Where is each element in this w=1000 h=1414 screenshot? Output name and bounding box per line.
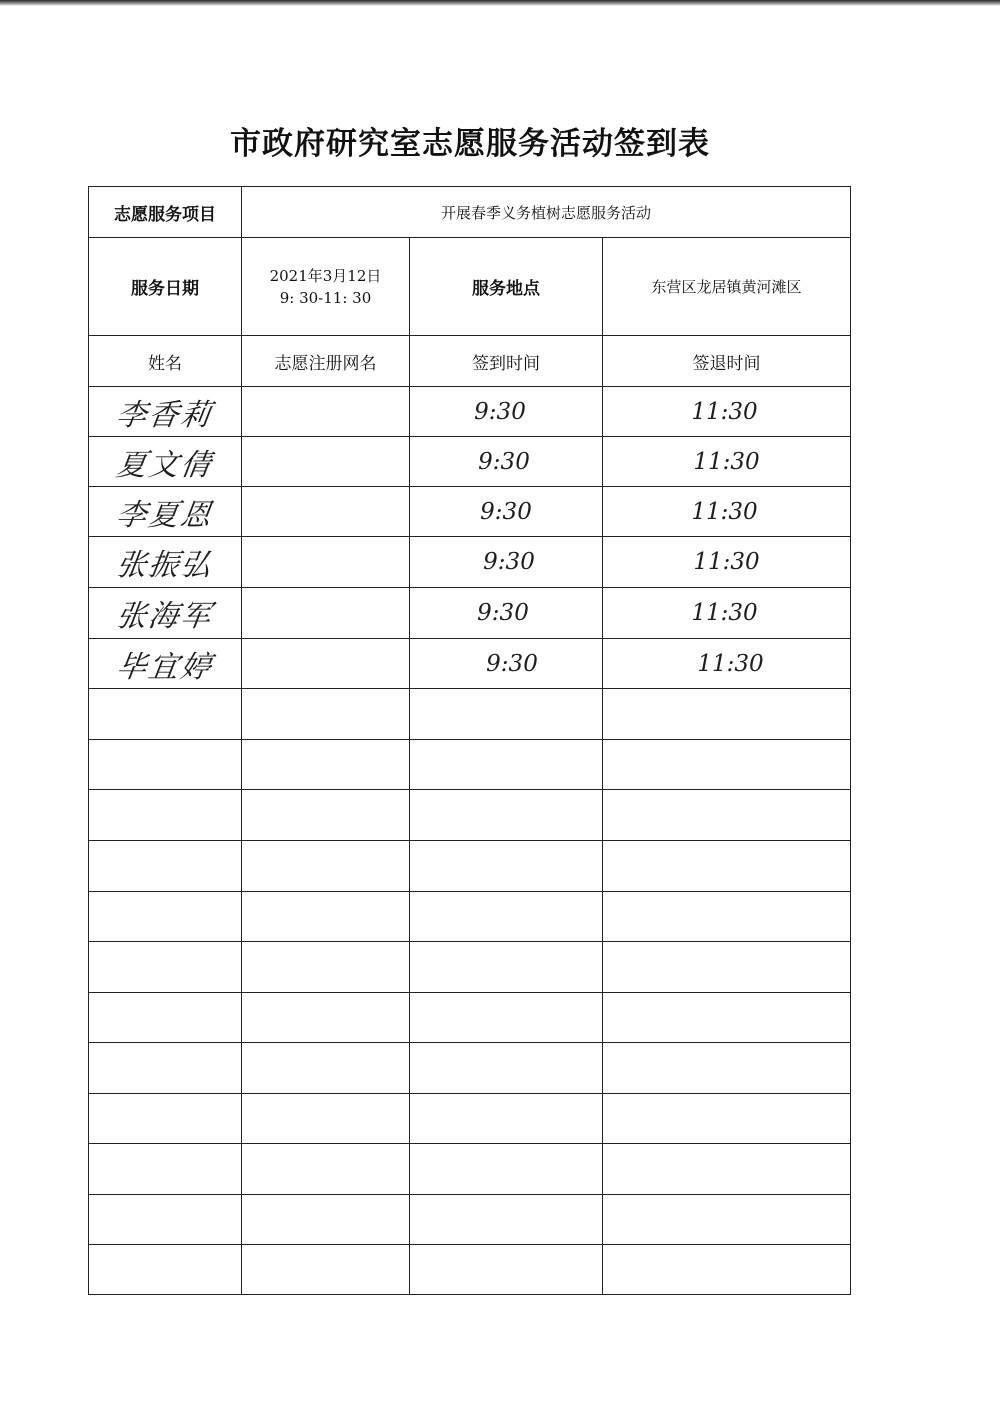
net-name-cell-cell	[242, 1245, 410, 1295]
table-row	[89, 942, 851, 993]
project-row	[89, 187, 851, 238]
date-label: 服务日期	[89, 238, 242, 336]
table-row	[89, 387, 851, 437]
sign-in-time-cell	[410, 790, 603, 841]
col-header-name: 姓名	[89, 336, 242, 387]
sign-in-time-cell	[410, 1195, 603, 1245]
sign-out-time-cell	[603, 1195, 851, 1245]
table-row	[89, 841, 851, 892]
service-row	[89, 238, 851, 336]
table-row	[89, 487, 851, 537]
sign-out-time-cell	[603, 740, 851, 790]
signature-name-cell	[89, 487, 242, 537]
project-label: 志愿服务项目	[89, 187, 242, 238]
signature-name-cell	[89, 588, 242, 639]
date-line-1: 2021年3月12日	[269, 266, 382, 285]
signature-name-cell	[89, 1043, 242, 1094]
sign-out-time: 11:30	[697, 650, 764, 677]
table-row	[89, 790, 851, 841]
table-row	[89, 1245, 851, 1295]
net-name-cell-cell	[242, 1195, 410, 1245]
sign-out-time-cell	[603, 639, 851, 689]
table-row	[89, 1043, 851, 1094]
signature-name: 李夏恩	[114, 497, 215, 533]
sign-in-time-cell	[410, 892, 603, 942]
sign-in-time-cell	[410, 740, 603, 790]
signature-name: 李香莉	[114, 397, 215, 433]
sign-out-time-cell	[603, 487, 851, 537]
sign-in-time-cell	[410, 1043, 603, 1094]
signature-name-cell	[89, 1195, 242, 1245]
net-name-cell-cell	[242, 588, 410, 639]
signature-name-cell	[89, 892, 242, 942]
signature-name: 毕宜婷	[114, 649, 215, 685]
table-row	[89, 740, 851, 790]
sign-in-time: 9:30	[483, 549, 535, 575]
sign-out-time-cell	[603, 588, 851, 639]
sign-out-time-cell	[603, 537, 851, 588]
sign-out-time: 11:30	[693, 448, 760, 475]
sign-out-time-cell	[603, 437, 851, 487]
table-row	[89, 689, 851, 740]
column-header-row	[89, 336, 851, 387]
sign-in-time-cell	[410, 487, 603, 537]
net-name-cell-cell	[242, 942, 410, 993]
signature-name-cell	[89, 790, 242, 841]
sign-out-time-cell	[603, 993, 851, 1043]
sign-out-time-cell	[603, 1144, 851, 1195]
signature-name-cell	[89, 1094, 242, 1144]
sign-out-time-cell	[603, 942, 851, 993]
signature-name: 夏文倩	[114, 447, 215, 483]
net-name-cell-cell	[242, 387, 410, 437]
sign-in-time-cell	[410, 387, 603, 437]
col-header-net-name: 志愿注册网名	[242, 336, 410, 387]
sign-in-time-cell	[410, 689, 603, 740]
sign-in-time: 9:30	[478, 448, 530, 475]
signature-name: 张海军	[114, 599, 215, 634]
project-value: 开展春季义务植树志愿服务活动	[242, 187, 851, 238]
signature-name-cell	[89, 1144, 242, 1195]
table-row	[89, 993, 851, 1043]
sign-in-time-cell	[410, 1094, 603, 1144]
sign-in-time-cell	[410, 993, 603, 1043]
signature-name-cell	[89, 993, 242, 1043]
net-name-cell-cell	[242, 437, 410, 487]
sign-in-time: 9:30	[486, 650, 538, 677]
sign-in-table	[88, 186, 851, 1295]
scan-edge	[0, 0, 1000, 6]
net-name-cell-cell	[242, 740, 410, 790]
signature-name-cell	[89, 387, 242, 437]
net-name-cell-cell	[242, 892, 410, 942]
sign-out-time-cell	[603, 1245, 851, 1295]
net-name-cell-cell	[242, 790, 410, 841]
sign-in-time: 9:30	[474, 398, 526, 425]
net-name-cell-cell	[242, 1094, 410, 1144]
col-header-sign-out: 签退时间	[603, 336, 851, 387]
sign-out-time: 11:30	[691, 498, 758, 525]
net-name-cell-cell	[242, 689, 410, 740]
sign-out-time: 11:30	[691, 398, 758, 425]
sign-in-time-cell	[410, 942, 603, 993]
sign-out-time: 11:30	[691, 600, 758, 626]
date-line-2: 9: 30-11: 30	[279, 288, 372, 307]
signature-name-cell	[89, 689, 242, 740]
sign-out-time-cell	[603, 841, 851, 892]
sign-in-time: 9:30	[480, 498, 532, 525]
signature-name-cell	[89, 437, 242, 487]
table-row	[89, 437, 851, 487]
sign-in-time-cell	[410, 437, 603, 487]
table-row	[89, 588, 851, 639]
sign-out-time-cell	[603, 892, 851, 942]
sign-out-time-cell	[603, 1043, 851, 1094]
sign-out-time-cell	[603, 689, 851, 740]
sign-in-time-cell	[410, 639, 603, 689]
sign-out-time: 11:30	[693, 549, 760, 575]
net-name-cell-cell	[242, 841, 410, 892]
net-name-cell-cell	[242, 1043, 410, 1094]
sign-out-time-cell	[603, 1094, 851, 1144]
col-header-sign-in: 签到时间	[410, 336, 603, 387]
signature-name: 张振弘	[114, 548, 215, 583]
table-row	[89, 1195, 851, 1245]
net-name-cell-cell	[242, 1144, 410, 1195]
signature-name-cell	[89, 1245, 242, 1295]
date-value	[242, 238, 410, 336]
sign-in-time-cell	[410, 841, 603, 892]
page-title: 市政府研究室志愿服务活动签到表	[230, 126, 710, 162]
table-row	[89, 639, 851, 689]
sign-in-time: 9:30	[477, 600, 529, 626]
signature-name-cell	[89, 639, 242, 689]
table-row	[89, 892, 851, 942]
net-name-cell-cell	[242, 639, 410, 689]
net-name-cell-cell	[242, 487, 410, 537]
sign-out-time-cell	[603, 387, 851, 437]
sign-in-time-cell	[410, 537, 603, 588]
location-value: 东营区龙居镇黄河滩区	[603, 238, 851, 336]
sign-out-time-cell	[603, 790, 851, 841]
table-row	[89, 1144, 851, 1195]
location-label: 服务地点	[410, 238, 603, 336]
net-name-cell-cell	[242, 537, 410, 588]
signature-name-cell	[89, 841, 242, 892]
sign-in-time-cell	[410, 588, 603, 639]
signature-name-cell	[89, 740, 242, 790]
sign-in-time-cell	[410, 1245, 603, 1295]
table-row	[89, 1094, 851, 1144]
signature-name-cell	[89, 942, 242, 993]
signature-name-cell	[89, 537, 242, 588]
table-row	[89, 537, 851, 588]
sign-in-time-cell	[410, 1144, 603, 1195]
net-name-cell-cell	[242, 993, 410, 1043]
